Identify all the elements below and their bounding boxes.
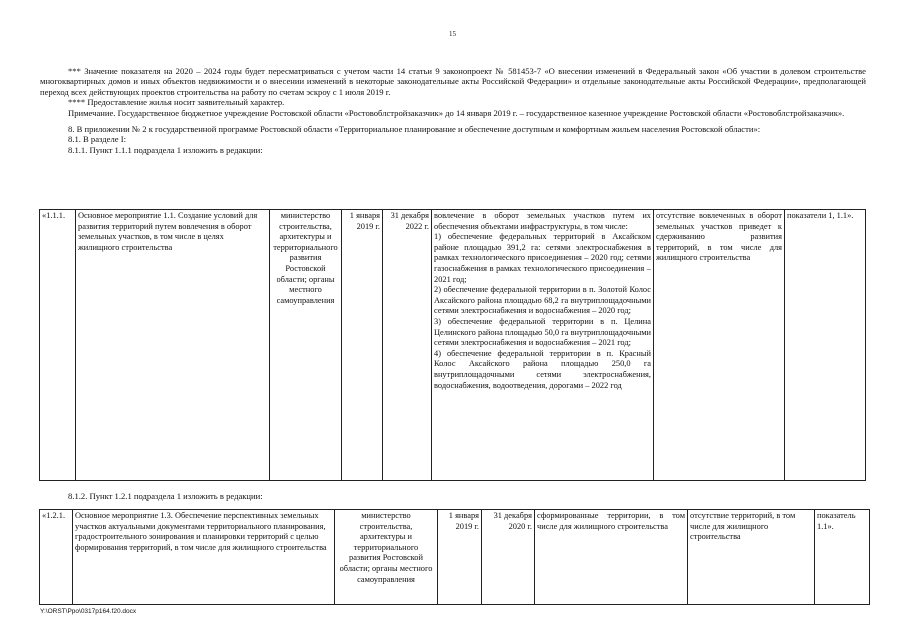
cell-indicators: показатели 1, 1.1».	[785, 210, 866, 481]
cell-start: 1 января 2019 г.	[438, 510, 482, 605]
notes-block	[40, 66, 866, 155]
cell-name: Основное мероприятие 1.3. Обеспечение перспективных земельных участков актуальными документами территориального планирования, градостроительного зонирования и планировки территорий с целью формирования территорий, в том числе для жилищного строительства	[73, 510, 335, 605]
list-item: 2) обеспечение федеральной территории в п. Золотой Колос Аксайского района площадью 68,2 га внутриплощадочными сетями электроснабжения и водоснабжения – 2020 год;	[434, 285, 651, 316]
cell-end: 31 декабря 2020 г.	[482, 510, 535, 605]
amendment-8: 8. В приложении № 2 к государственной программе Ростовской области «Территориальное планирование и обеспечение доступным и комфортным жильем населения Ростовской области»:	[68, 124, 761, 135]
result-intro: вовлечение в оборот земельных участков путем их обеспечения объектами инфраструктуры, в том числе:	[434, 211, 651, 231]
cell-result	[432, 210, 654, 481]
list-item: 3) обеспечение федеральной территории в п. Целина Целинского района площадью 50,0 га внутриплощадочными сетями электроснабжения и водоснабжения – 2021 год;	[434, 316, 651, 348]
cell-result: сформированные территории, в том числе для жилищного строительства	[535, 510, 688, 605]
cell-number: «1.1.1.	[40, 210, 76, 481]
note-quad-star: **** Предоставление жилья носит заявительный характер.	[68, 97, 285, 108]
table-item-1-2-1	[39, 509, 870, 605]
note-remark: Примечание. Государственное бюджетное учреждение Ростовской области «Ростовоблстройзаказчик» до 14 января 2019 г. – государственное казенное учреждение Ростовской области «Ростовоблстройзаказчик».	[68, 107, 845, 118]
cell-indicators: показатель 1.1».	[815, 510, 870, 605]
amendment-8-1: 8.1. В разделе I:	[68, 134, 126, 145]
table-row	[40, 210, 866, 481]
table-item-1-1-1	[39, 209, 866, 481]
cell-start: 1 января 2019 г.	[342, 210, 383, 481]
cell-executor: министерство строительства, архитектуры и территориального развития Ростовской области; органы местного самоуправления	[270, 210, 342, 481]
table-row	[40, 510, 870, 605]
cell-number: «1.2.1.	[40, 510, 73, 605]
amendment-8-1-2: 8.1.2. Пункт 1.2.1 подраздела 1 изложить в редакции:	[68, 491, 263, 501]
page-number: 15	[449, 30, 456, 38]
cell-consequences: отсутствие вовлеченных в оборот земельных участков приведет к сдерживанию развития территорий, в том числе для жилищного строительства	[654, 210, 785, 481]
amendment-8-1-1: 8.1.1. Пункт 1.1.1 подраздела 1 изложить в редакции:	[68, 144, 263, 155]
list-item: 4) обеспечение федеральной территории в п. Красный Колос Аксайского района площадью 250,0 га внутриплощадочными сетями электроснабжения, водоснабжения, водоотведения, дорогами – 2022 год	[434, 348, 651, 390]
cell-name: Основное мероприятие 1.1. Создание условий для развития территорий путем вовлечения в оборот земельных участков, в том числе в целях жилищного строительства	[76, 210, 270, 481]
list-item: 1) обеспечение федеральных территорий в Аксайском районе площадью 391,2 га: сетями электроснабжения в рамках технологического присоединения – 2020 год; сетями газоснабжения в рамках технологического присоединения – 2021 год;	[434, 232, 651, 284]
cell-consequences: отсутствие территорий, в том числе для жилищного строительства	[688, 510, 815, 605]
cell-end: 31 декабря 2022 г.	[383, 210, 432, 481]
footer-file-path: Y:\ORST\Ppo\0317p164.f20.docx	[40, 608, 137, 615]
note-triple-star: *** Значение показателя на 2020 – 2024 годы будет пересматриваться с учетом части 14 статьи 9 законопроект № 581453-7 «О внесении изменений в Федеральный закон «Об участии в долевом строительстве многоквартирных домов и иных объектов недвижимости и о внесении изменений в некоторые законодательные акты Российской Федерации» и отдельные законодательные акты Российской Федерации», предполагающей переход всех действующих проектов строительства на работу по счетам эскроу с 1 июля 2019 г.	[40, 66, 866, 97]
cell-executor: министерство строительства, архитектуры и территориального развития Ростовской области; органы местного самоуправления	[335, 510, 438, 605]
